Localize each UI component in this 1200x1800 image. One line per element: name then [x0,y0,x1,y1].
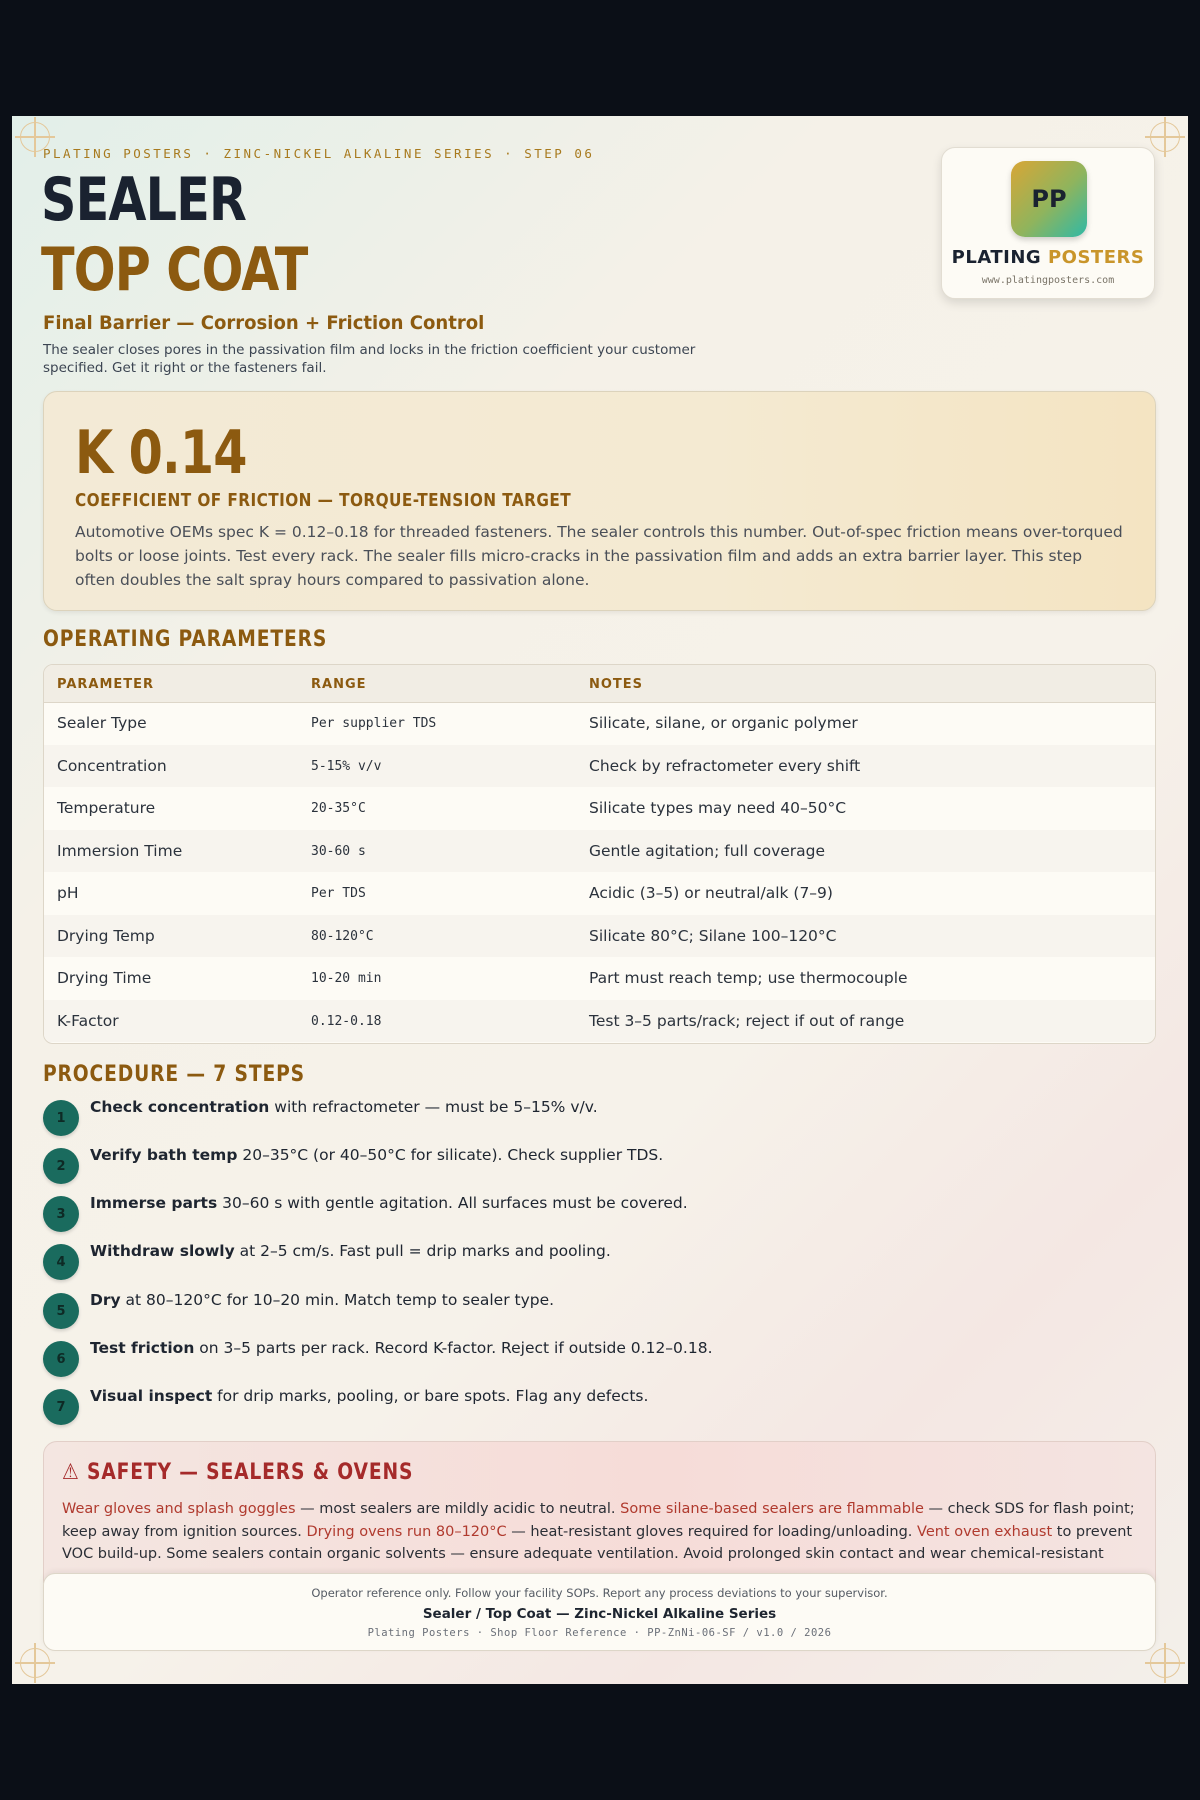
warning-icon: ⚠ [62,1460,80,1485]
step-text [90,1387,648,1405]
k-factor-highlight [43,391,1156,611]
logo-name-dark: PLATING [951,247,1048,268]
safety-highlight: Drying ovens run 80–120°C [306,1523,507,1540]
logo-card [941,147,1155,299]
param-name: pH [57,884,79,902]
step-bold: Test friction [90,1339,195,1357]
k-factor-value: K 0.14 [75,418,247,488]
param-notes: Gentle agitation; full coverage [589,841,826,860]
safety-body: — check SDS for flash point; keep away from ignition sources. [62,1501,1135,1540]
safety-body: to prevent VOC build-up. Some sealers contain organic solvents — ensure adequate ventilation. Avoid prolonged skin contact and wear chemical-resistant [62,1523,1133,1562]
step-number: 4 [43,1244,79,1280]
step-rest: on 3–5 parts per rack. Record K-factor. Reject if outside 0.12–0.18. [194,1339,713,1357]
param-range: 30-60 s [311,843,366,859]
k-factor-caption: COEFFICIENT OF FRICTION — TORQUE-TENSION TARGET [75,490,572,511]
title-line-2: TOP COAT [41,235,308,305]
step-text [90,1146,663,1164]
footer [43,1573,1156,1651]
step-number: 6 [43,1341,79,1377]
safety-highlight: Some silane-based sealers are flammable [620,1501,924,1517]
param-notes: Test 3–5 parts/rack; reject if out of range [589,1011,905,1030]
logo-badge [1011,161,1087,237]
step-text [90,1242,611,1260]
footer-note: Operator reference only. Follow your facility SOPs. Report any process deviations to your supervisor. [311,1586,888,1600]
procedure-step [43,1289,1143,1329]
k-factor-text: Automotive OEMs spec K = 0.12–0.18 for threaded fasteners. The sealer controls this number. Out-of-spec friction means over-torqued bolts or loose joints. Test every rack. The sealer fills micro-cracks in the passivation film and adds an extra barrier layer. This step often doubles the salt spray hours compared to passivation alone. [75,523,1123,589]
step-bold: Dry [90,1291,121,1309]
table-row [44,830,1155,873]
logo-url: www.platingposters.com [981,275,1115,286]
table-row [44,915,1155,958]
param-name: Temperature [57,799,156,817]
param-range: 80-120°C [311,928,374,944]
title-line-1: SEALER [41,165,247,235]
param-name: Drying Temp [57,926,155,945]
step-bold: Withdraw slowly [90,1242,235,1260]
table-row [44,702,1155,745]
param-notes: Silicate 80°C; Silane 100–120°C [589,926,837,945]
param-notes: Acidic (3–5) or neutral/alk (7–9) [589,884,833,902]
step-number: 2 [43,1148,79,1184]
table-row [44,745,1155,788]
safety-highlight: Wear gloves and splash goggles [62,1501,296,1517]
poster [12,116,1188,1684]
step-number: 7 [43,1389,79,1425]
step-number: 1 [43,1100,79,1136]
table-row [44,1000,1155,1043]
page-title [41,165,366,310]
intro-text: The sealer closes pores in the passivation film and locks in the friction coefficient your customer specified. Get it right or the fasteners fail. [43,342,696,376]
step-rest: at 2–5 cm/s. Fast pull = drip marks and pooling. [234,1242,611,1260]
table-row [44,872,1155,915]
procedure-step [43,1192,1143,1232]
step-rest: at 80–120°C for 10–20 min. Match temp to sealer type. [120,1291,555,1309]
footer-title: Sealer / Top Coat — Zinc-Nickel Alkaline Series [422,1606,777,1622]
step-text [90,1194,688,1212]
param-range: 5-15% v/v [311,758,382,774]
param-range: Per supplier TDS [311,716,437,731]
footer-meta: Plating Posters · Shop Floor Reference · PP-ZnNi-06-SF / v1.0 / 2026 [367,1627,832,1639]
crosshair-icon [20,1648,50,1678]
procedure-step [43,1240,1143,1280]
page-subtitle: Final Barrier — Corrosion + Friction Control [43,312,485,334]
param-notes: Part must reach temp; use thermocouple [589,969,908,987]
safety-body: — heat-resistant gloves required for loading/unloading. [506,1523,918,1540]
logo-badge-text: PP [1031,185,1067,213]
step-number: 5 [43,1293,79,1329]
series-kicker: PLATING POSTERS · ZINC-NICKEL ALKALINE SERIES · STEP 06 [43,146,595,161]
safety-highlight: Vent oven exhaust [917,1523,1053,1540]
table-header [44,665,1155,703]
param-notes: Check by refractometer every shift [589,756,861,775]
parameters-table [43,664,1156,1044]
param-range: 10-20 min [311,971,382,986]
crosshair-icon [1150,1648,1180,1678]
logo-name [942,247,1154,268]
step-bold: Check concentration [90,1098,270,1116]
safety-title-text: SAFETY — SEALERS & OVENS [86,1460,414,1485]
table-row [44,957,1155,1000]
param-range: 20-35°C [311,801,366,816]
safety-text [62,1498,1142,1566]
safety-body: — most sealers are mildly acidic to neutral. [295,1501,621,1517]
param-name: Sealer Type [57,714,147,732]
procedure-step [43,1337,1143,1377]
param-name: Drying Time [57,969,152,987]
crosshair-icon [1150,122,1180,152]
safety-title [62,1460,413,1485]
safety-panel [43,1441,1156,1583]
header-range: RANGE [311,677,367,692]
step-rest: for drip marks, pooling, or bare spots. Flag any defects. [212,1387,649,1405]
step-bold: Immerse parts [90,1194,218,1212]
table-row [44,787,1155,830]
procedure-step [43,1096,1143,1136]
step-rest: 20–35°C (or 40–50°C for silicate). Check supplier TDS. [237,1146,664,1164]
logo-name-gold: POSTERS [1047,247,1145,268]
param-notes: Silicate, silane, or organic polymer [589,714,858,732]
step-bold: Visual inspect [90,1387,213,1405]
header-parameter: PARAMETER [57,677,155,692]
param-notes: Silicate types may need 40–50°C [589,799,847,817]
step-text [90,1291,554,1309]
param-name: Immersion Time [57,841,183,860]
header-notes: NOTES [589,677,644,692]
param-range: 0.12-0.18 [311,1013,382,1029]
step-number: 3 [43,1196,79,1232]
step-rest: 30–60 s with gentle agitation. All surfaces must be covered. [217,1194,688,1212]
step-rest: with refractometer — must be 5–15% v/v. [269,1098,598,1116]
procedure-step [43,1144,1143,1184]
param-name: K-Factor [57,1011,119,1030]
procedure-title: PROCEDURE — 7 STEPS [43,1062,305,1087]
parameters-title: OPERATING PARAMETERS [43,627,328,652]
param-name: Concentration [57,756,167,775]
procedure-step [43,1385,1143,1425]
param-range: Per TDS [311,886,366,901]
step-text [90,1339,713,1357]
step-bold: Verify bath temp [90,1146,238,1164]
step-text [90,1098,598,1116]
